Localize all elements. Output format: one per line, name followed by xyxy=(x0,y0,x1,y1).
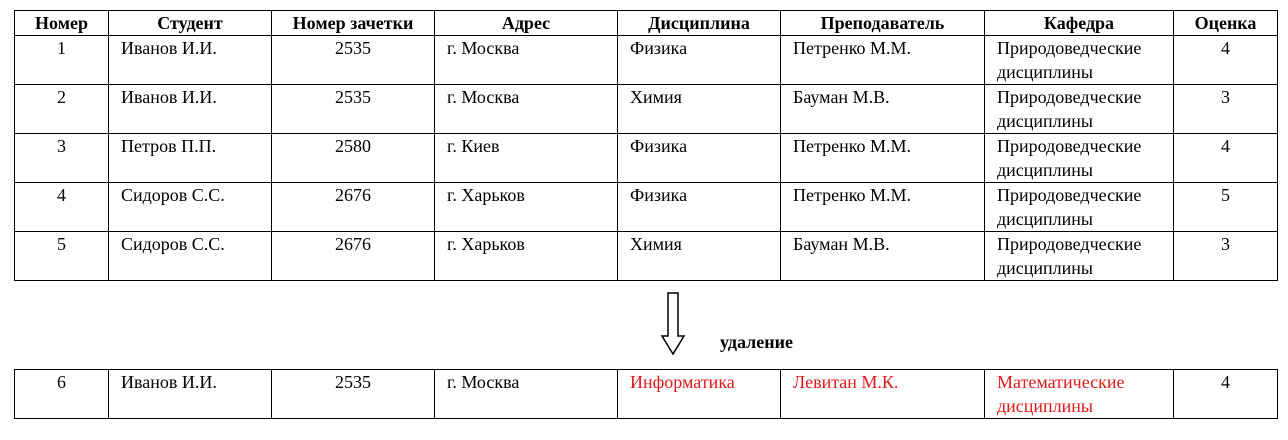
cell-discipline: Информатика xyxy=(618,370,781,419)
table-row xyxy=(15,183,1278,232)
cell-record-book-number: 2676 xyxy=(272,232,435,281)
cell-number: 1 xyxy=(15,36,109,85)
cell-grade: 4 xyxy=(1174,134,1278,183)
cell-grade: 4 xyxy=(1174,370,1278,419)
cell-address: г. Москва xyxy=(435,370,618,419)
header-grade: Оценка xyxy=(1174,11,1278,36)
table-row xyxy=(15,232,1278,281)
cell-number: 3 xyxy=(15,134,109,183)
cell-department: Природоведческие дисциплины xyxy=(985,134,1174,183)
table-row xyxy=(15,134,1278,183)
header-number: Номер xyxy=(15,11,109,36)
cell-department: Природоведческие дисциплины xyxy=(985,232,1174,281)
table-row xyxy=(15,36,1278,85)
cell-discipline: Физика xyxy=(618,183,781,232)
header-teacher: Преподаватель xyxy=(781,11,985,36)
cell-number: 4 xyxy=(15,183,109,232)
deleted-record-table xyxy=(14,369,1278,419)
cell-record-book-number: 2580 xyxy=(272,134,435,183)
cell-address: г. Киев xyxy=(435,134,618,183)
cell-teacher: Петренко М.М. xyxy=(781,134,985,183)
cell-number: 2 xyxy=(15,85,109,134)
cell-department: Математические дисциплины xyxy=(985,370,1174,419)
table-header-row xyxy=(15,11,1278,36)
cell-grade: 3 xyxy=(1174,232,1278,281)
header-department: Кафедра xyxy=(985,11,1174,36)
cell-discipline: Химия xyxy=(618,232,781,281)
cell-address: г. Москва xyxy=(435,85,618,134)
cell-discipline: Физика xyxy=(618,134,781,183)
cell-discipline: Физика xyxy=(618,36,781,85)
cell-teacher: Петренко М.М. xyxy=(781,36,985,85)
cell-teacher: Петренко М.М. xyxy=(781,183,985,232)
cell-student: Иванов И.И. xyxy=(109,370,272,419)
cell-record-book-number: 2676 xyxy=(272,183,435,232)
header-address: Адрес xyxy=(435,11,618,36)
header-student: Студент xyxy=(109,11,272,36)
cell-student: Сидоров С.С. xyxy=(109,232,272,281)
cell-department: Природоведческие дисциплины xyxy=(985,85,1174,134)
cell-record-book-number: 2535 xyxy=(272,370,435,419)
cell-student: Иванов И.И. xyxy=(109,85,272,134)
cell-grade: 3 xyxy=(1174,85,1278,134)
cell-grade: 5 xyxy=(1174,183,1278,232)
cell-number: 5 xyxy=(15,232,109,281)
deleted-row xyxy=(15,370,1278,419)
table-row xyxy=(15,85,1278,134)
cell-student: Иванов И.И. xyxy=(109,36,272,85)
cell-grade: 4 xyxy=(1174,36,1278,85)
cell-address: г. Москва xyxy=(435,36,618,85)
cell-number: 6 xyxy=(15,370,109,419)
cell-student: Петров П.П. xyxy=(109,134,272,183)
header-discipline: Дисциплина xyxy=(618,11,781,36)
student-grades-table xyxy=(14,10,1278,281)
cell-teacher: Бауман М.В. xyxy=(781,85,985,134)
cell-address: г. Харьков xyxy=(435,183,618,232)
cell-record-book-number: 2535 xyxy=(272,85,435,134)
operation-label: удаление xyxy=(720,332,793,352)
header-record-book-number: Номер зачетки xyxy=(272,11,435,36)
cell-discipline: Химия xyxy=(618,85,781,134)
cell-teacher: Левитан М.К. xyxy=(781,370,985,419)
cell-student: Сидоров С.С. xyxy=(109,183,272,232)
cell-teacher: Бауман М.В. xyxy=(781,232,985,281)
cell-department: Природоведческие дисциплины xyxy=(985,36,1174,85)
cell-department: Природоведческие дисциплины xyxy=(985,183,1174,232)
down-arrow-icon xyxy=(660,292,686,356)
cell-address: г. Харьков xyxy=(435,232,618,281)
cell-record-book-number: 2535 xyxy=(272,36,435,85)
